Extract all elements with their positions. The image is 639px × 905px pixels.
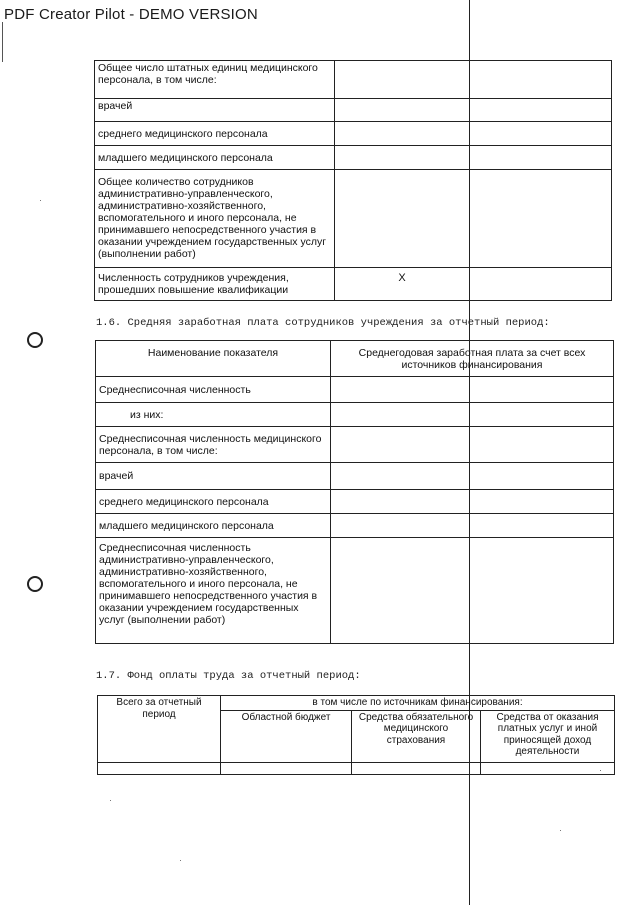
scan-speck — [180, 860, 181, 861]
scan-speck — [560, 830, 561, 831]
value-cell — [335, 146, 470, 170]
row-label: из них: — [96, 403, 331, 427]
row-label: Среднесписочная численность административно-управленческого, административно-хозяйственного, вспомогательного и иного персонала, не принимавшего непосредственного участия в оказании учреждением государственных услуг (выполнении работ) — [96, 538, 331, 644]
row-label: среднего медицинского персонала — [95, 122, 335, 146]
table-header-row — [96, 341, 614, 377]
column-group-header: в том числе по источникам финансирования: — [221, 696, 615, 711]
value-cell — [470, 61, 612, 99]
value-cell — [352, 762, 481, 774]
table-row — [98, 762, 615, 774]
value-cell — [221, 762, 352, 774]
value-cell — [481, 762, 615, 774]
row-label: Среднесписочная численность — [96, 377, 331, 403]
value-cell — [331, 463, 614, 490]
value-cell — [470, 122, 612, 146]
value-cell — [98, 762, 221, 774]
value-cell — [331, 490, 614, 514]
table-row — [96, 514, 614, 538]
scan-speck — [40, 200, 41, 201]
table-row — [95, 146, 612, 170]
row-label: среднего медицинского персонала — [96, 490, 331, 514]
value-cell — [331, 377, 614, 403]
punch-hole-top — [27, 332, 43, 348]
row-label: Среднесписочная численность медицинского персонала, в том числе: — [96, 427, 331, 463]
column-header-total: Всего за отчетный период — [98, 696, 221, 763]
row-label: Численность сотрудников учреждения, прошедших повышение квалификации — [95, 268, 335, 301]
scan-speck — [110, 800, 111, 801]
table-row — [96, 377, 614, 403]
table-row — [96, 490, 614, 514]
demo-watermark: PDF Creator Pilot - DEMO VERSION — [4, 6, 258, 23]
section-1-7-title: 1.7. Фонд оплаты труда за отчетный период: — [96, 670, 361, 682]
column-header-paid-services: Средства от оказания платных услуг и иной приносящей доход деятельности — [481, 710, 615, 762]
value-cell — [470, 146, 612, 170]
value-cell — [470, 99, 612, 122]
scan-left-edge-mark — [2, 22, 3, 62]
average-salary-table — [95, 340, 614, 644]
punch-hole-bottom — [27, 576, 43, 592]
staff-count-table — [94, 60, 612, 301]
row-label: младшего медицинского персонала — [95, 146, 335, 170]
value-cell — [331, 403, 614, 427]
column-header-oms: Средства обязательного медицинского страхования — [352, 710, 481, 762]
value-cell — [335, 170, 470, 268]
table-row — [95, 99, 612, 122]
value-cell — [470, 268, 612, 301]
table-row — [95, 61, 612, 99]
value-cell — [335, 99, 470, 122]
row-label: Общее количество сотрудников административно-управленческого, административно-хозяйственного, вспомогательного и иного персонала, не принимавшего непосредственного участия в оказании учреждением государственных услуг (выполнении работ) — [95, 170, 335, 268]
value-cell-x-mark: X — [335, 268, 470, 301]
scan-speck — [600, 770, 601, 771]
table-row — [96, 538, 614, 644]
value-cell — [335, 122, 470, 146]
table-row — [96, 427, 614, 463]
row-label: врачей — [96, 463, 331, 490]
table-header-row — [98, 696, 615, 711]
value-cell — [331, 538, 614, 644]
section-1-6-title: 1.6. Средняя заработная плата сотрудников учреждения за отчетный период: — [96, 317, 550, 329]
value-cell — [331, 514, 614, 538]
row-label: врачей — [95, 99, 335, 122]
value-cell — [335, 61, 470, 99]
column-header: Наименование показателя — [96, 341, 331, 377]
value-cell — [331, 427, 614, 463]
table-row — [95, 122, 612, 146]
table-row — [96, 463, 614, 490]
payroll-fund-table — [97, 695, 615, 775]
row-label: младшего медицинского персонала — [96, 514, 331, 538]
row-label: Общее число штатных единиц медицинского персонала, в том числе: — [95, 61, 335, 99]
value-cell — [470, 170, 612, 268]
table-row — [96, 403, 614, 427]
column-header-regional-budget: Областной бюджет — [221, 710, 352, 762]
column-header: Среднегодовая заработная плата за счет всех источников финансирования — [331, 341, 614, 377]
table-row — [95, 268, 612, 301]
table-row — [95, 170, 612, 268]
